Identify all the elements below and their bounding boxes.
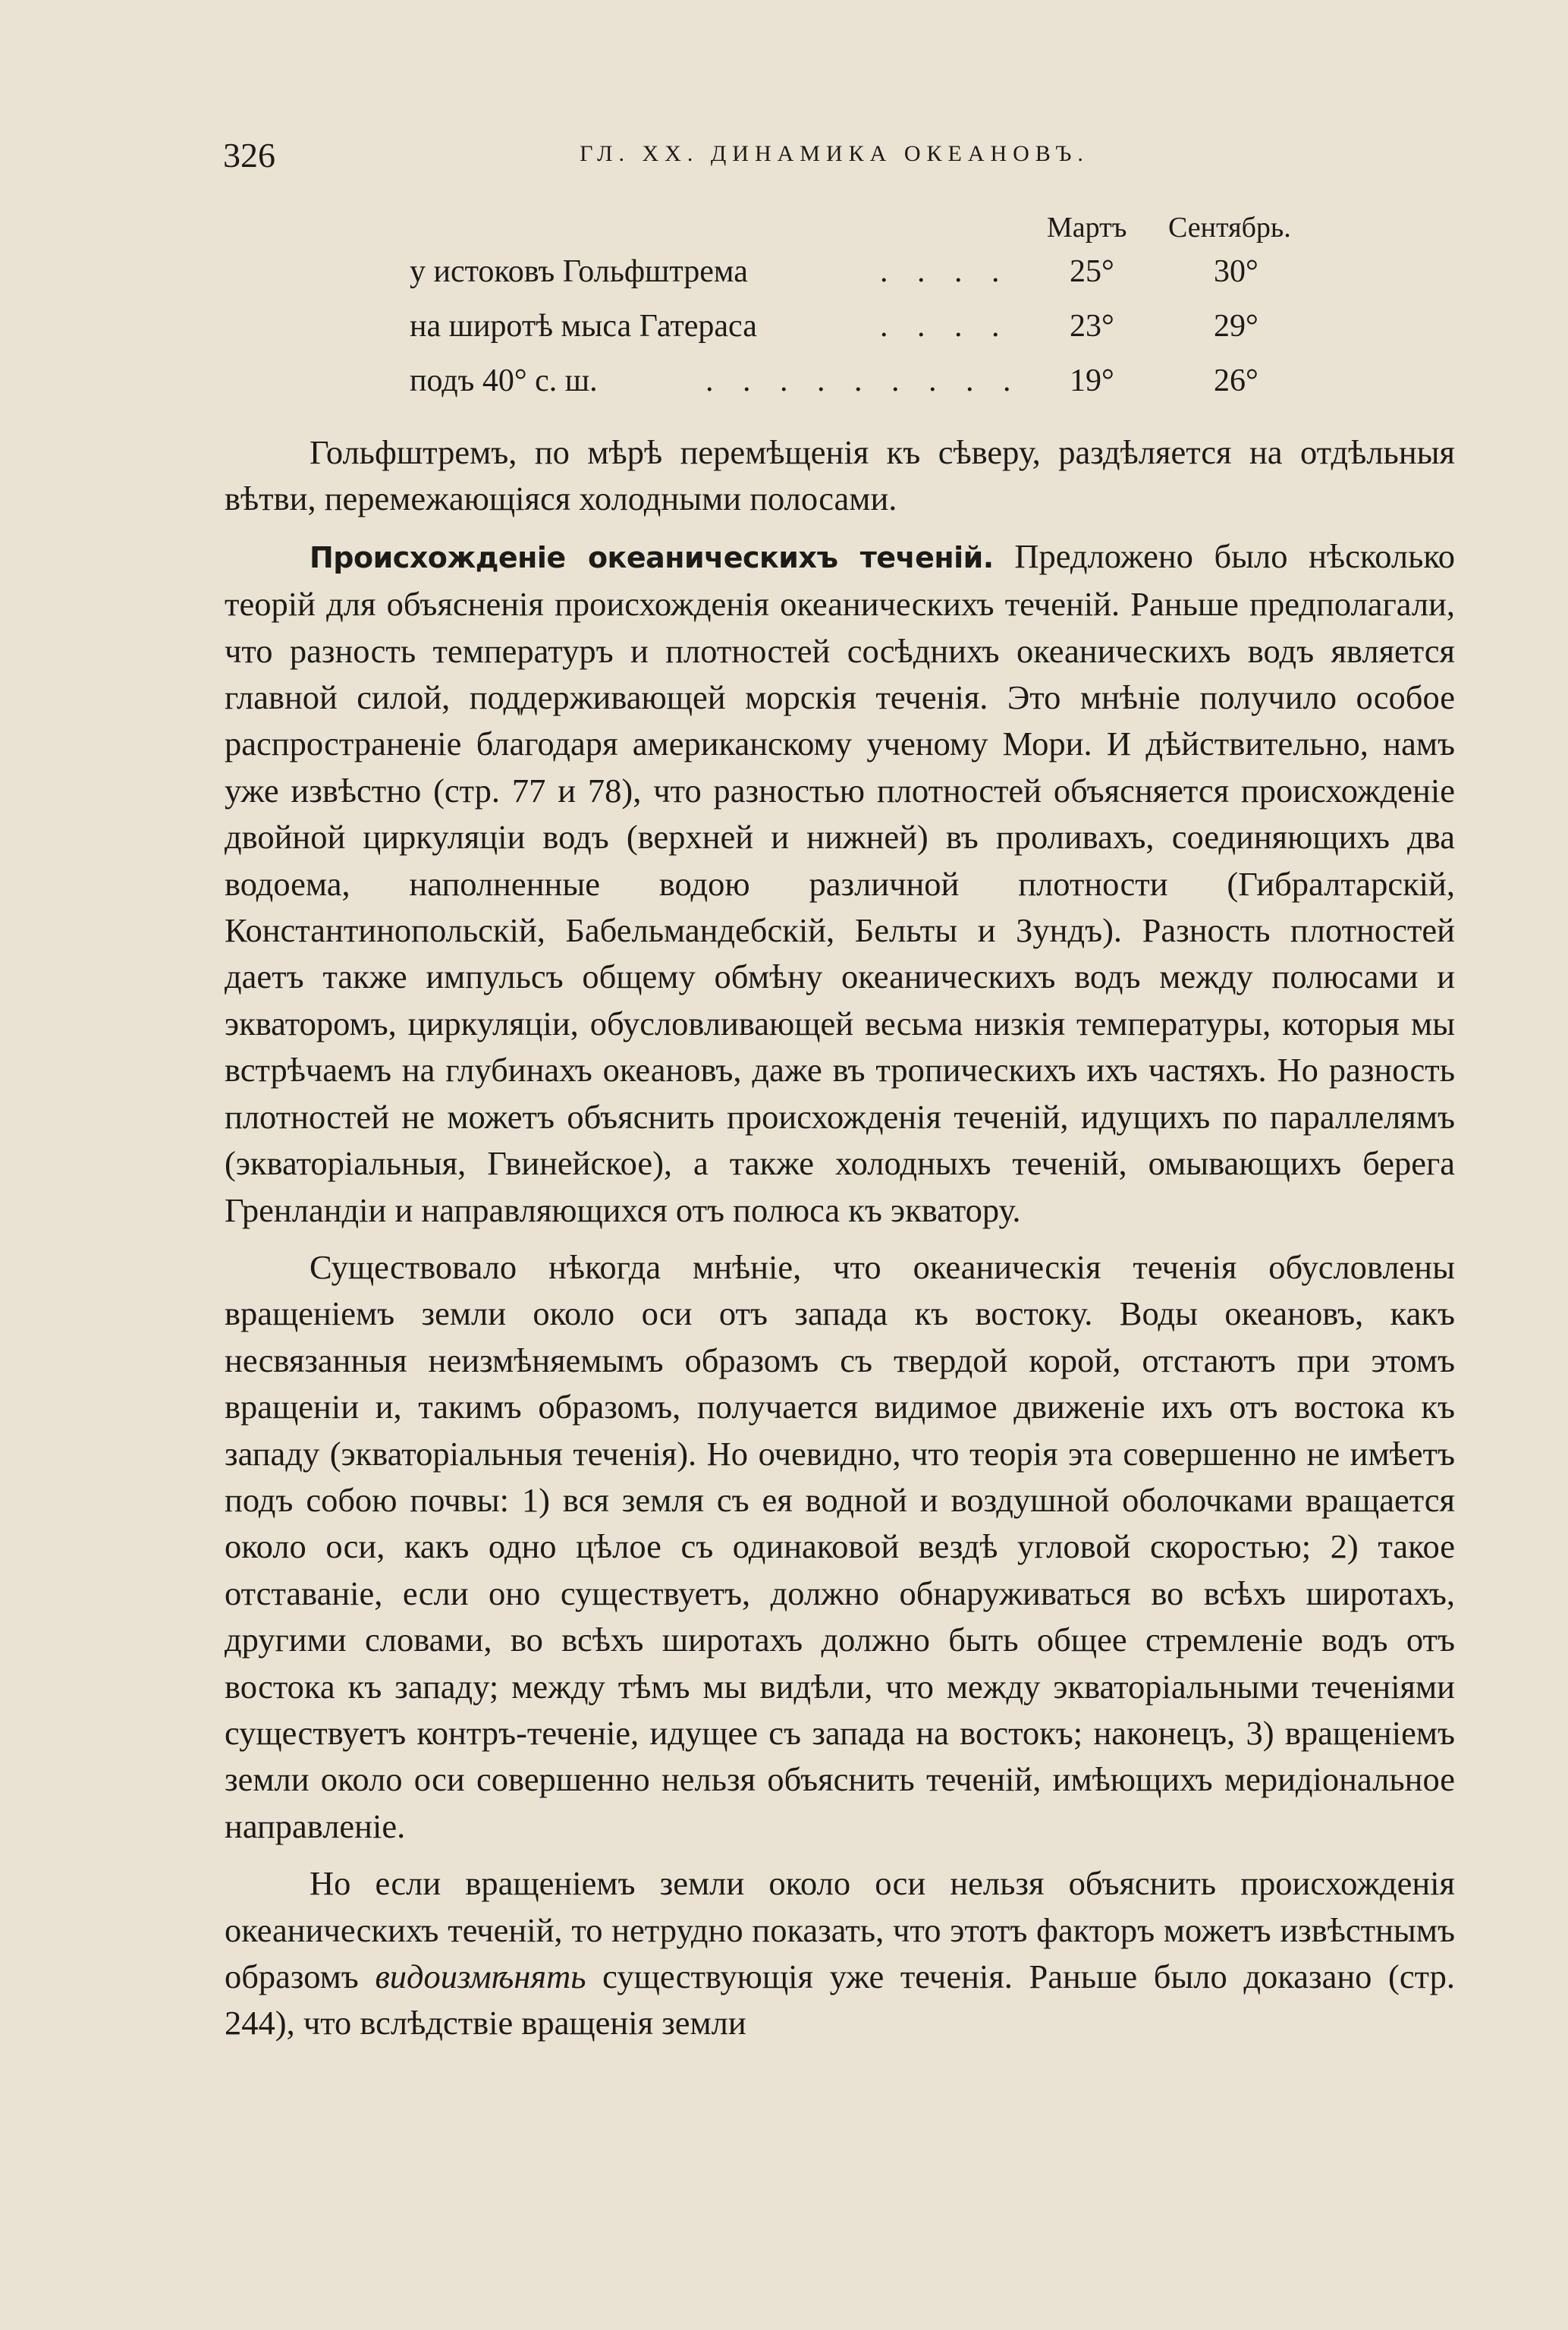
- row-value-september: 29°: [1214, 309, 1258, 344]
- row-value-march: 19°: [1070, 363, 1114, 398]
- paragraph: [225, 533, 1455, 1234]
- table-row: [410, 253, 1335, 308]
- table-row: [410, 308, 1335, 363]
- paragraph-text: Но если вращеніемъ земли около оси нельзя объяснить происхожденія океаническихъ теченій, то нетрудно показать, что этотъ факторъ можетъ извѣстнымъ образомъ: [225, 1864, 1455, 1995]
- page-number: 326: [223, 136, 275, 175]
- row-label: на широтѣ мыса Гатераса: [410, 309, 757, 344]
- body-text: [225, 429, 1455, 2047]
- row-label: у истоковъ Гольфштрема: [410, 254, 748, 289]
- paragraph-text: существующія уже теченія. Раньше было доказано (стр. 244), что вслѣдствіе вращенія земли: [225, 1957, 1455, 2042]
- table-header: [410, 211, 1335, 253]
- row-value-september: 26°: [1214, 363, 1258, 398]
- paragraph: Гольфштремъ, по мѣрѣ перемѣщенія къ сѣверу, раздѣляется на отдѣльныя вѣтви, перемежающіяся холодными полосами.: [225, 433, 1455, 518]
- paragraph-text: Предложено было нѣсколько теорій для объясненія происхожденія океаническихъ теченій. Раньше предполагали, что разность температуръ и плотностей сосѣднихъ океаническихъ водъ является главной силой, поддерживающей морскія теченія. Это мнѣніе получило особое распространеніе благодаря американскому ученому Мори. И дѣйствительно, намъ уже извѣстно (стр. 77 и 78), что разностью плотностей объясняется происхожденіе двойной циркуляціи водъ (верхней и нижней) въ проливахъ, соединяющихъ два водоема, наполненные водою различной плотности (Гибралтарскій, Константинопольскій, Бабельмандебскій, Бельты и Зундъ). Разность плотностей даетъ также импульсъ общему обмѣну океаническихъ водъ между полюсами и экваторомъ, циркуляціи, обусловливающей весьма низкія температуры, которыя мы встрѣчаемъ на глубинахъ океановъ, даже въ тропическихъ ихъ частяхъ. Но разность плотностей не можетъ объяснить происхожденія теченій, идущихъ по параллелямъ (экваторіальныя, Гвинейское), а также холодныхъ теченій, омывающихъ берега Гренландіи и направляющихся отъ полюса къ экватору.: [225, 536, 1456, 1229]
- row-value-march: 25°: [1070, 254, 1114, 289]
- row-leader: . . . .: [880, 254, 1010, 289]
- paragraph: [225, 1860, 1455, 2047]
- row-leader: . . . .: [880, 309, 1010, 344]
- temperature-table: [410, 211, 1335, 417]
- section-heading: Происхожденіе океаническихъ теченій.: [310, 540, 994, 574]
- page-header: [212, 135, 1456, 181]
- row-value-september: 30°: [1214, 254, 1258, 289]
- row-label: подъ 40° с. ш.: [410, 363, 598, 398]
- paragraph: Существовало нѣкогда мнѣніе, что океаническія теченія обусловлены вращеніемъ земли около оси отъ запада къ востоку. Воды океановъ, какъ несвязанныя неизмѣняемымъ образомъ съ твердой корой, отстаютъ при этомъ вращеніи и, такимъ образомъ, получается видимое движеніе ихъ отъ востока къ западу (экваторіальныя теченія). Но очевидно, что теорія эта совершенно не имѣетъ подъ собою почвы: 1) вся земля съ ея водной и воздушной оболочками вращается около оси, какъ одно цѣлое съ одинаковой вездѣ угловой скоростью; 2) такое отставаніе, если оно существуетъ, должно обнаруживаться во всѣхъ широтахъ, другими словами, во всѣхъ широтахъ должно быть общее стремленіе водъ отъ востока къ западу; между тѣмъ мы видѣли, что между экваторіальными теченіями существуетъ контръ-теченіе, идущее съ запада на востокъ; наконецъ, 3) вращеніемъ земли около оси совершенно нельзя объяснить теченій, имѣющихъ меридіональное направленіе.: [225, 1247, 1455, 1845]
- row-value-march: 23°: [1070, 309, 1114, 344]
- row-leader: . . . . . . . . .: [705, 363, 1022, 398]
- table-row: [410, 363, 1335, 417]
- column-header-september: Сентябрь.: [1168, 212, 1291, 244]
- running-head: ГЛ. XX. ДИНАМИКА ОКЕАНОВЪ.: [580, 141, 1089, 166]
- column-header-march: Мартъ: [1047, 212, 1127, 244]
- emphasized-word: видоизмѣнять: [375, 1957, 586, 1995]
